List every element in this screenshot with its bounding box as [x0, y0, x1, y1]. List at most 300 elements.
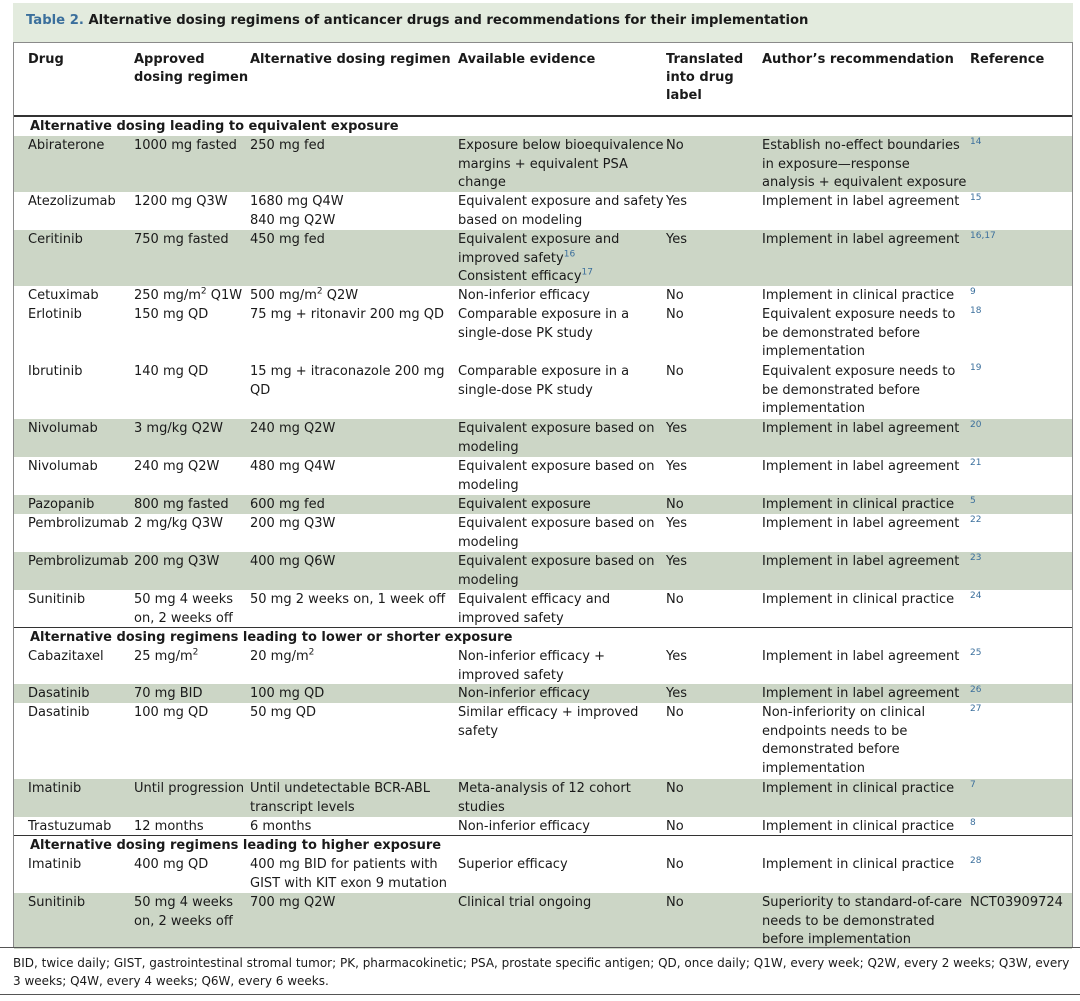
unit-superscript: 2 — [192, 647, 199, 658]
cell-translated — [666, 704, 684, 723]
column-header-evidence — [458, 51, 595, 69]
recommendation-text: implementation — [762, 344, 866, 359]
recommendation-text: Implement in label agreement — [762, 232, 960, 247]
cell-approved — [134, 648, 198, 667]
cell-alternative — [250, 894, 335, 913]
recommendation-text: before implementation — [762, 932, 911, 947]
cell-drug — [28, 515, 128, 534]
table-row — [0, 231, 1080, 287]
cell-drug — [28, 780, 81, 799]
reference-link[interactable]: 21 — [970, 458, 982, 468]
column-header-line: dosing regimen — [134, 70, 249, 85]
evidence-text: Equivalent exposure — [458, 497, 591, 512]
cell-evidence — [458, 685, 590, 704]
cell-approved — [134, 193, 228, 212]
translated-text: No — [666, 819, 684, 834]
alternative-text: 200 mg Q3W — [250, 516, 336, 531]
translated-text: Yes — [666, 649, 687, 664]
recommendation-text: Implement in label agreement — [762, 554, 960, 569]
cell-approved — [134, 287, 242, 306]
cell-alternative — [250, 704, 316, 723]
cell-recommendation — [762, 704, 925, 778]
alternative-text: 480 mg Q4W — [250, 459, 336, 474]
drug-text: Nivolumab — [28, 459, 98, 474]
cell-recommendation — [762, 856, 954, 875]
alternative-text: 400 mg BID for patients with — [250, 857, 438, 872]
cell-alternative — [250, 193, 344, 230]
cell-alternative — [250, 306, 444, 325]
translated-text: No — [666, 497, 684, 512]
cell-reference[interactable] — [970, 780, 976, 800]
cell-reference[interactable] — [970, 856, 981, 876]
cell-recommendation — [762, 306, 955, 362]
recommendation-text: Implement in label agreement — [762, 421, 960, 436]
cell-alternative — [250, 287, 358, 306]
evidence-text: Equivalent exposure based on — [458, 516, 655, 531]
approved-text: 12 months — [134, 819, 204, 834]
drug-text: Ibrutinib — [28, 364, 83, 379]
recommendation-text: Superiority to standard-of-care — [762, 895, 962, 910]
approved-text: 2 mg/kg Q3W — [134, 516, 223, 531]
cell-reference[interactable] — [970, 458, 981, 478]
column-header-recommendation — [762, 51, 954, 69]
cell-reference[interactable] — [970, 137, 981, 157]
approved-text: 50 mg 4 weeks — [134, 592, 234, 607]
table-row — [0, 306, 1080, 363]
evidence-text: Exposure below bioequivalence — [458, 138, 664, 153]
evidence-text: improved safety — [458, 667, 564, 683]
alternative-text: transcript levels — [250, 799, 355, 815]
approved-text: 50 mg 4 weeks — [134, 895, 234, 910]
evidence-text: studies — [458, 799, 505, 815]
alternative-text: 20 $mg/m^2$ — [250, 647, 315, 664]
cell-alternative — [250, 685, 324, 704]
drug-text: Dasatinib — [28, 686, 90, 701]
cell-recommendation — [762, 515, 959, 534]
cell-drug — [28, 496, 94, 515]
cell-drug — [28, 856, 81, 875]
recommendation-text: Establish no-effect boundaries — [762, 138, 960, 153]
cell-recommendation — [762, 193, 959, 212]
cell-alternative — [250, 648, 314, 667]
cell-translated — [666, 363, 684, 382]
alternative-text: 500 $mg/m^2$ Q2W — [250, 286, 359, 303]
cell-reference[interactable] — [970, 420, 981, 440]
citation-link[interactable]: 16 — [563, 249, 576, 260]
drug-text: Cabazitaxel — [28, 649, 104, 664]
cell-alternative — [250, 818, 311, 837]
alternative-text: 50 mg QD — [250, 705, 316, 720]
approved-text: 1200 mg Q3W — [134, 194, 228, 209]
cell-translated — [666, 685, 687, 704]
cell-recommendation — [762, 685, 959, 704]
cell-reference[interactable] — [970, 704, 981, 724]
drug-text: Nivolumab — [28, 421, 98, 436]
recommendation-text: analysis + equivalent exposure — [762, 175, 967, 190]
cell-reference[interactable] — [970, 515, 981, 535]
cell-translated — [666, 137, 684, 156]
cell-evidence — [458, 137, 663, 193]
recommendation-text: needs to be demonstrated — [762, 913, 935, 929]
drug-text: Dasatinib — [28, 705, 90, 720]
drug-text: Atezolizumab — [28, 194, 116, 209]
cell-reference[interactable] — [970, 287, 976, 307]
footnote-bottom-rule — [0, 994, 1080, 995]
alternative-text: 600 mg fed — [250, 497, 325, 512]
evidence-text: change — [458, 175, 506, 190]
cell-recommendation — [762, 137, 966, 193]
table-caption — [13, 3, 1073, 43]
alternative-text: 50 mg 2 weeks on, 1 week off — [250, 592, 446, 607]
drug-text: Pembrolizumab — [28, 554, 129, 569]
column-header-translated — [666, 51, 743, 105]
cell-alternative — [250, 137, 325, 156]
reference-link[interactable]: 18 — [970, 306, 982, 316]
table-row — [0, 496, 1080, 515]
alternative-text: 400 mg Q6W — [250, 554, 336, 569]
cell-approved — [134, 363, 208, 382]
recommendation-text: demonstrated before — [762, 742, 900, 757]
cell-recommendation — [762, 894, 962, 950]
approved-text: 25 $mg/m^2$ — [134, 647, 199, 664]
drug-text: Imatinib — [28, 781, 82, 796]
cell-translated — [666, 287, 684, 306]
recommendation-text: Implement in clinical practice — [762, 819, 955, 834]
table-row — [0, 704, 1080, 780]
drug-text: Cetuximab — [28, 288, 99, 303]
evidence-text: modeling — [458, 477, 519, 493]
cell-drug — [28, 193, 116, 212]
recommendation-text: be demonstrated before — [762, 325, 920, 341]
table-row — [0, 193, 1080, 231]
reference-link[interactable]: 23 — [970, 553, 982, 563]
cell-reference[interactable] — [970, 553, 981, 573]
section-header: Alternative dosing leading to equivalent exposure — [14, 116, 1072, 136]
cell-approved — [134, 137, 237, 156]
cell-translated — [666, 553, 687, 572]
evidence-text: Equivalent exposure based on — [458, 459, 655, 474]
cell-recommendation — [762, 648, 959, 667]
evidence-text: Non-inferior efficacy — [458, 288, 590, 303]
table-row — [0, 553, 1080, 591]
unit-superscript: 2 — [200, 286, 207, 297]
cell-reference[interactable] — [970, 231, 996, 251]
recommendation-text: in exposure—response — [762, 156, 910, 172]
reference-link[interactable]: 9 — [970, 287, 976, 297]
cell-reference[interactable] — [970, 685, 981, 705]
section-header: Alternative dosing regimens leading to higher exposure — [14, 835, 1072, 855]
approved-text: 240 mg Q2W — [134, 459, 220, 474]
column-header-line: Reference — [970, 52, 1045, 67]
cell-recommendation — [762, 287, 954, 306]
cell-approved — [134, 553, 219, 572]
table-title: Alternative dosing regimens of anticancer drugs and recommendations for their implementation — [88, 13, 809, 28]
cell-recommendation — [762, 553, 959, 572]
approved-text: 100 mg QD — [134, 705, 209, 720]
drug-text: Ceritinib — [28, 232, 83, 247]
translated-text: Yes — [666, 194, 687, 209]
cell-alternative — [250, 420, 335, 439]
reference-link[interactable]: 5 — [970, 496, 976, 506]
cell-evidence — [458, 420, 655, 457]
drug-text: Erlotinib — [28, 307, 82, 322]
approved-text: 800 mg fasted — [134, 497, 229, 512]
cell-evidence — [458, 231, 619, 287]
cell-translated — [666, 856, 684, 875]
table-row — [0, 818, 1080, 837]
table-row — [0, 685, 1080, 704]
unit-superscript: 2 — [316, 286, 323, 297]
evidence-text: Non-inferior efficacy — [458, 686, 590, 701]
reference-link[interactable]: 27 — [970, 704, 982, 714]
cell-recommendation — [762, 496, 954, 515]
cell-alternative — [250, 780, 430, 817]
alternative-text: 840 mg Q2W — [250, 212, 336, 228]
drug-text: Abiraterone — [28, 138, 105, 153]
cell-approved — [134, 704, 208, 723]
alternative-text: 700 mg Q2W — [250, 895, 336, 910]
cell-approved — [134, 231, 229, 250]
table-row — [0, 856, 1080, 893]
table-row — [0, 458, 1080, 496]
cell-recommendation — [762, 458, 959, 477]
translated-text: Yes — [666, 686, 687, 701]
recommendation-text: Implement in clinical practice — [762, 497, 955, 512]
cell-evidence — [458, 306, 629, 343]
cell-drug — [28, 137, 104, 156]
approved-text: on, 2 weeks off — [134, 913, 233, 929]
table-row — [0, 780, 1080, 818]
column-header-alternative — [250, 51, 451, 69]
alternative-text: 6 months — [250, 819, 312, 834]
recommendation-text: Non-inferiority on clinical — [762, 705, 926, 720]
cell-drug — [28, 704, 90, 723]
reference-link[interactable]: 8 — [970, 818, 976, 828]
drug-text: Imatinib — [28, 857, 82, 872]
cell-evidence — [458, 458, 655, 495]
citation-link[interactable]: 17 — [581, 267, 593, 278]
cell-alternative — [250, 231, 325, 250]
reference-link[interactable]: NCT03909724 — [970, 895, 1063, 910]
cell-drug — [28, 591, 85, 610]
approved-text: 250 $mg/m^2$ Q1W — [134, 286, 243, 303]
column-header-reference — [970, 51, 1044, 69]
recommendation-text: implementation — [762, 401, 866, 416]
approved-text: Until progression — [134, 781, 245, 796]
evidence-text: Equivalent exposure based on — [458, 554, 655, 569]
cell-approved — [134, 496, 229, 515]
reference-link[interactable]: 28 — [970, 856, 982, 866]
cell-evidence — [458, 894, 591, 913]
alternative-text: GIST with KIT exon 9 mutation — [250, 875, 448, 891]
evidence-text: Equivalent exposure and safety — [458, 194, 664, 209]
approved-text: 140 mg QD — [134, 364, 209, 379]
translated-text: No — [666, 781, 684, 796]
table-row — [0, 515, 1080, 553]
evidence-text: Comparable exposure in a — [458, 364, 630, 379]
translated-text: No — [666, 592, 684, 607]
cell-evidence — [458, 780, 631, 817]
alternative-text: QD — [250, 382, 271, 398]
evidence-text: modeling — [458, 534, 519, 550]
cell-reference[interactable] — [970, 306, 981, 326]
cell-evidence — [458, 287, 590, 306]
evidence-text: Non-inferior efficacy — [458, 819, 590, 834]
alternative-text: 15 mg + itraconazole 200 mg — [250, 364, 445, 379]
column-header-approved — [134, 51, 248, 87]
cell-translated — [666, 496, 684, 515]
alternative-text: 1680 mg Q4W — [250, 194, 344, 209]
alternative-text: 100 mg QD — [250, 686, 325, 701]
cell-reference[interactable] — [970, 894, 1063, 913]
translated-text: Yes — [666, 516, 687, 531]
evidence-text: margins + equivalent PSA — [458, 156, 628, 172]
column-header-line: Alternative dosing regimen — [250, 52, 451, 67]
evidence-text: single-dose PK study — [458, 325, 593, 341]
cell-translated — [666, 780, 684, 799]
reference-link[interactable]: 14 — [970, 137, 982, 147]
alternative-text: 250 mg fed — [250, 138, 325, 153]
cell-drug — [28, 420, 98, 439]
cell-drug — [28, 231, 83, 250]
approved-text: 70 mg BID — [134, 686, 203, 701]
evidence-text: improved safety$^{16}$ — [458, 249, 576, 266]
cell-approved — [134, 894, 233, 931]
cell-drug — [28, 648, 104, 667]
cell-translated — [666, 193, 687, 212]
recommendation-text: Implement in label agreement — [762, 516, 960, 531]
evidence-text: single-dose PK study — [458, 382, 593, 398]
reference-link[interactable]: 20 — [970, 420, 982, 430]
table-row — [0, 894, 1080, 950]
recommendation-text: Implement in label agreement — [762, 459, 960, 474]
cell-evidence — [458, 363, 629, 400]
recommendation-text: be demonstrated before — [762, 382, 920, 398]
recommendation-text: Equivalent exposure needs to — [762, 307, 956, 322]
evidence-text: Similar efficacy + improved — [458, 705, 639, 720]
cell-approved — [134, 685, 203, 704]
cell-evidence — [458, 591, 610, 628]
recommendation-text: Implement in label agreement — [762, 194, 960, 209]
translated-text: No — [666, 288, 684, 303]
cell-evidence — [458, 856, 568, 875]
cell-recommendation — [762, 420, 959, 439]
table-row — [0, 591, 1080, 628]
cell-alternative — [250, 458, 335, 477]
cell-approved — [134, 856, 208, 875]
cell-translated — [666, 306, 684, 325]
cell-approved — [134, 780, 244, 799]
cell-alternative — [250, 515, 335, 534]
cell-alternative — [250, 496, 325, 515]
alternative-text: Until undetectable BCR-ABL — [250, 781, 430, 796]
table-row — [0, 648, 1080, 685]
evidence-text: Non-inferior efficacy + — [458, 649, 605, 664]
cell-reference[interactable] — [970, 648, 981, 668]
reference-link[interactable]: 25 — [970, 648, 982, 658]
cell-translated — [666, 420, 687, 439]
cell-reference[interactable] — [970, 496, 976, 516]
translated-text: Yes — [666, 554, 687, 569]
cell-approved — [134, 306, 208, 325]
cell-translated — [666, 458, 687, 477]
approved-text: 200 mg Q3W — [134, 554, 220, 569]
reference-link[interactable]: 22 — [970, 515, 982, 525]
approved-text: 150 mg QD — [134, 307, 209, 322]
reference-link[interactable]: 19 — [970, 363, 982, 373]
cell-evidence — [458, 704, 638, 741]
evidence-text: Equivalent efficacy and — [458, 592, 611, 607]
reference-link[interactable]: 16,17 — [970, 231, 996, 241]
drug-text: Sunitinib — [28, 895, 86, 910]
cell-reference[interactable] — [970, 818, 976, 838]
cell-approved — [134, 818, 204, 837]
evidence-text: Meta-analysis of 12 cohort — [458, 781, 631, 796]
cell-recommendation — [762, 363, 955, 419]
evidence-text: Equivalent exposure and — [458, 232, 620, 247]
cell-drug — [28, 894, 85, 913]
recommendation-text: Implement in clinical practice — [762, 857, 955, 872]
approved-text: 750 mg fasted — [134, 232, 229, 247]
translated-text: Yes — [666, 459, 687, 474]
reference-link[interactable]: 7 — [970, 780, 976, 790]
approved-text: 3 mg/kg Q2W — [134, 421, 223, 436]
cell-translated — [666, 648, 687, 667]
recommendation-text: Implement in clinical practice — [762, 781, 955, 796]
recommendation-text: Implement in clinical practice — [762, 288, 955, 303]
cell-reference[interactable] — [970, 591, 981, 611]
table-row — [0, 363, 1080, 420]
approved-text: on, 2 weeks off — [134, 610, 233, 626]
evidence-text: Comparable exposure in a — [458, 307, 630, 322]
cell-drug — [28, 306, 82, 325]
cell-reference[interactable] — [970, 363, 981, 383]
drug-text: Trastuzumab — [28, 819, 112, 834]
cell-alternative — [250, 553, 335, 572]
approved-text: 1000 mg fasted — [134, 138, 237, 153]
drug-text: Pembrolizumab — [28, 516, 129, 531]
alternative-text: 240 mg Q2W — [250, 421, 336, 436]
cell-drug — [28, 287, 99, 306]
evidence-text: Equivalent exposure based on — [458, 421, 655, 436]
cell-reference[interactable] — [970, 193, 981, 213]
reference-link[interactable]: 26 — [970, 685, 982, 695]
table-row — [0, 420, 1080, 458]
cell-alternative — [250, 856, 447, 893]
cell-recommendation — [762, 780, 954, 799]
recommendation-text: Implement in clinical practice — [762, 592, 955, 607]
evidence-text: improved safety — [458, 610, 564, 626]
cell-drug — [28, 458, 98, 477]
translated-text: No — [666, 364, 684, 379]
cell-approved — [134, 591, 233, 628]
recommendation-text: Implement in label agreement — [762, 686, 960, 701]
column-header-drug — [28, 51, 64, 69]
reference-link[interactable]: 15 — [970, 193, 982, 203]
column-header-line: label — [666, 88, 702, 103]
translated-text: No — [666, 895, 684, 910]
evidence-text: modeling — [458, 439, 519, 455]
evidence-text: modeling — [458, 572, 519, 588]
evidence-text: Consistent efficacy$^{17}$ — [458, 267, 593, 284]
translated-text: No — [666, 705, 684, 720]
drug-text: Sunitinib — [28, 592, 86, 607]
approved-text: 400 mg QD — [134, 857, 209, 872]
cell-drug — [28, 553, 128, 572]
cell-evidence — [458, 515, 655, 552]
reference-link[interactable]: 24 — [970, 591, 982, 601]
cell-approved — [134, 515, 223, 534]
